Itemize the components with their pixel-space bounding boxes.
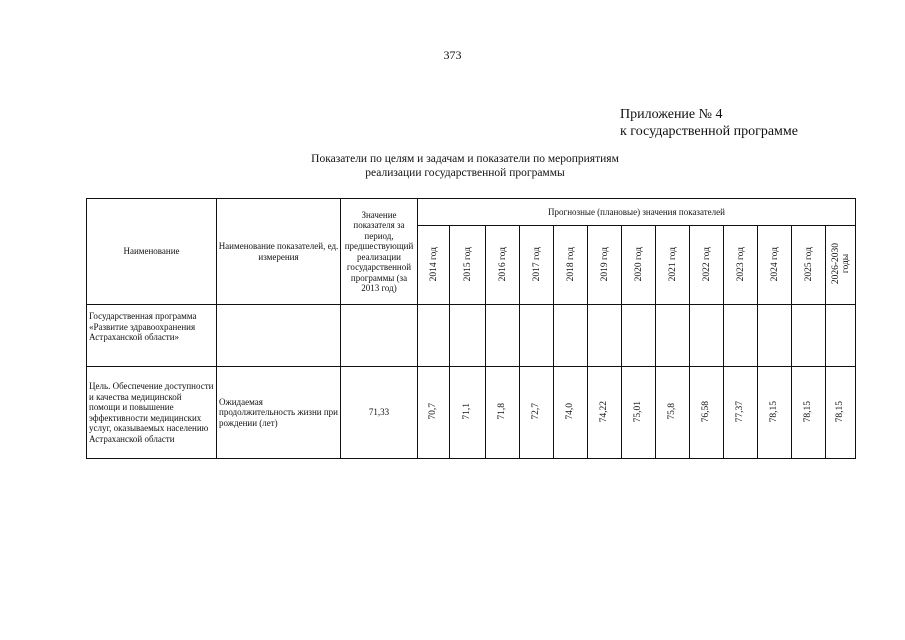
row-value-cell xyxy=(588,367,622,459)
row-value: 78,15 xyxy=(835,400,846,422)
row-value-cell xyxy=(758,305,792,367)
header-forecast: Прогнозные (плановые) значения показателей xyxy=(418,199,856,226)
row-value: 75,8 xyxy=(667,402,678,420)
row-name-cell: Цель. Обеспечение доступности и качества медицинской помощи и повышение эффективности медицинских услуг, оказываемых населению Астраханской области xyxy=(87,367,217,459)
row-value-cell xyxy=(792,305,826,367)
row-value-cell xyxy=(826,305,856,367)
row-value-cell xyxy=(588,305,622,367)
header-year-label: 2016 год xyxy=(497,246,508,281)
row-value-cell xyxy=(792,367,826,459)
row-value: 78,15 xyxy=(803,400,814,422)
row-value: 74,0 xyxy=(565,402,576,420)
header-year-label: 2022 год xyxy=(701,246,712,281)
row-name-cell: Государственная программа «Развитие здравоохранения Астраханской области» xyxy=(87,305,217,367)
row-value-cell xyxy=(622,305,656,367)
row-value: 75,01 xyxy=(633,400,644,422)
row-value-cell xyxy=(520,305,554,367)
header-year xyxy=(622,226,656,305)
row-value-cell xyxy=(724,367,758,459)
header-year xyxy=(690,226,724,305)
header-year xyxy=(554,226,588,305)
row-value: 77,37 xyxy=(735,400,746,422)
row-value-cell xyxy=(450,305,486,367)
row-value-cell xyxy=(656,305,690,367)
header-year xyxy=(656,226,690,305)
row-value: 70,7 xyxy=(428,402,439,420)
row-value-cell xyxy=(486,305,520,367)
header-year xyxy=(418,226,450,305)
header-year xyxy=(520,226,554,305)
row-value-cell xyxy=(450,367,486,459)
header-year-label: 2018 год xyxy=(565,246,576,281)
header-year-label: 2019 год xyxy=(599,246,610,281)
row-value-cell xyxy=(554,367,588,459)
row-indicator-cell xyxy=(217,305,341,367)
row-value-cell xyxy=(622,367,656,459)
header-year-label: 2026-2030 годы xyxy=(830,243,851,285)
table-title xyxy=(230,152,700,180)
header-base-value: Значение показателя за период, предшествующий реализации государственной программы (за 2013 год) xyxy=(341,199,418,305)
row-value-cell xyxy=(554,305,588,367)
header-indicator: Наименование показателей, ед. измерения xyxy=(217,199,341,305)
row-base-value-cell xyxy=(341,305,418,367)
row-value-cell xyxy=(418,305,450,367)
appendix-line-2: к государственной программе xyxy=(620,124,798,139)
row-value: 72,7 xyxy=(531,402,542,420)
row-base-value-cell: 71,33 xyxy=(341,367,418,459)
row-value: 71,1 xyxy=(462,402,473,420)
header-name: Наименование xyxy=(87,199,217,305)
header-year xyxy=(758,226,792,305)
header-year xyxy=(792,226,826,305)
indicators-table xyxy=(86,198,856,459)
header-year xyxy=(826,226,856,305)
header-year-label: 2015 год xyxy=(462,246,473,281)
row-value-cell xyxy=(826,367,856,459)
header-year xyxy=(450,226,486,305)
row-value-cell xyxy=(656,367,690,459)
header-year-label: 2023 год xyxy=(735,246,746,281)
header-year xyxy=(486,226,520,305)
row-value-cell xyxy=(486,367,520,459)
header-year-label: 2021 год xyxy=(667,246,678,281)
row-value: 71,8 xyxy=(497,402,508,420)
header-year xyxy=(588,226,622,305)
row-value-cell xyxy=(690,305,724,367)
appendix-heading xyxy=(620,106,798,140)
row-value: 74,22 xyxy=(599,400,610,422)
row-value-cell xyxy=(758,367,792,459)
header-year-label: 2020 год xyxy=(633,246,644,281)
row-value-cell xyxy=(724,305,758,367)
table-title-line-2: реализации государственной программы xyxy=(365,167,565,179)
table-row xyxy=(87,305,856,367)
header-year xyxy=(724,226,758,305)
row-value-cell xyxy=(520,367,554,459)
page-number: 373 xyxy=(443,48,462,62)
table-title-line-1: Показатели по целям и задачам и показатели по мероприятиям xyxy=(311,153,619,165)
row-value: 76,58 xyxy=(701,400,712,422)
header-year-label: 2014 год xyxy=(428,246,439,281)
table-row xyxy=(87,367,856,459)
header-year-label: 2017 год xyxy=(531,246,542,281)
row-indicator-cell: Ожидаемая продолжительность жизни при рождении (лет) xyxy=(217,367,341,459)
row-value-cell xyxy=(690,367,724,459)
appendix-line-1: Приложение № 4 xyxy=(620,107,723,122)
row-value: 78,15 xyxy=(769,400,780,422)
header-year-label: 2024 год xyxy=(769,246,780,281)
row-value-cell xyxy=(418,367,450,459)
header-year-label: 2025 год xyxy=(803,246,814,281)
